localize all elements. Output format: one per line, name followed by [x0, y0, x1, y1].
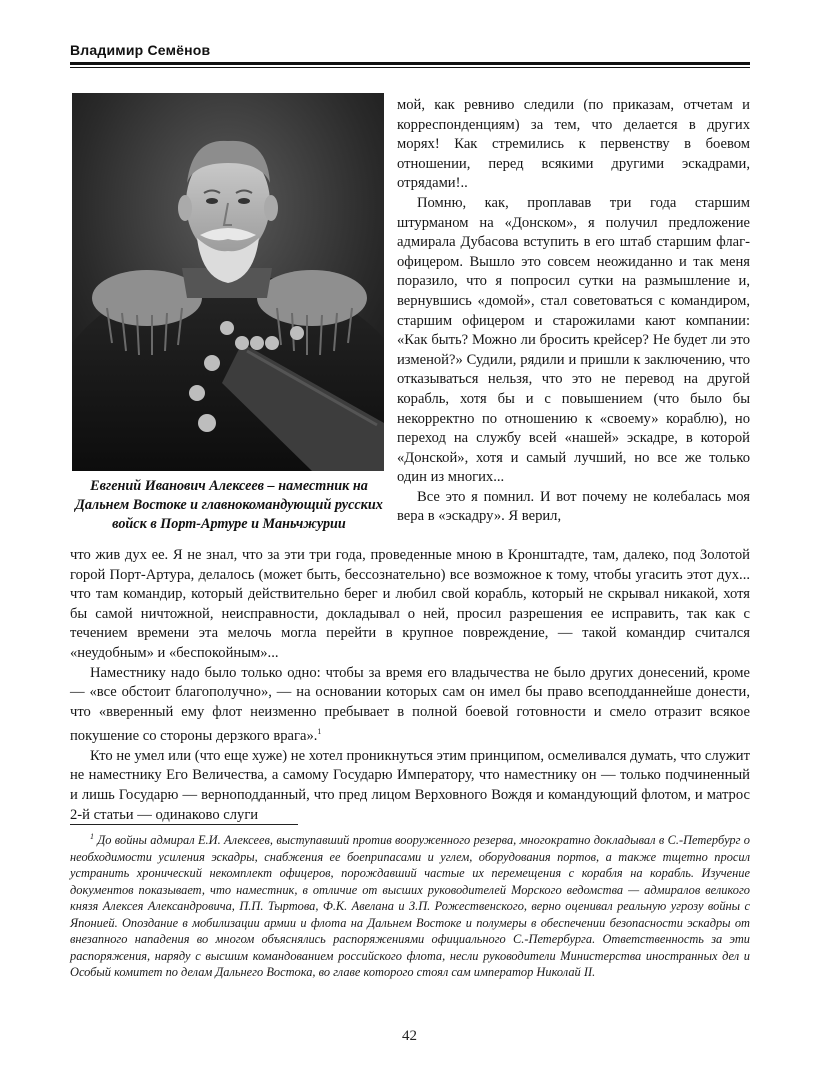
portrait-illustration	[72, 93, 384, 471]
paragraph: мой, как ревниво следили (по приказам, отчетам и корреспонденциям) за тем, что делается в других морях! Как стремились к первенству в боевом отношении, перед всякими другими эскадрами, отрядами!..	[397, 97, 750, 192]
footnote-text: До войны адмирал Е.И. Алексеев, выступавший против вооруженного резерва, многократно докладывал в С.-Петербург о необходимости усиления эскадры, снабжения ее боеприпасами и углем, оборудования портов, а также тщетно просил устранить хронический некомплект офицеров, порождавший частые их перемещения с корабля на корабль. Изучение документов показывает, что наместник, в отличие от высших руководителей Морского ведомства — адмиралов великого князя Алексея Александровича, П.П. Тыртова, Ф.К. Авелана и З.П. Рожественского, верно оценивал реальную угрозу войны с Японией. Опоздание в мобилизации армии и флота на Дальнем Востоке и полумеры в обеспечении безопасности эскадры от внезапного нападения во многом объяснялись распоряжениями официального С.-Петербурга. Ответственность за эти распоряжения, наряду с высшим командованием российского флота, несли руководители Министерства иностранных дел и Особый комитет по делам Дальнего Востока, во главе которого стоял сам император Николай II.	[70, 833, 750, 980]
portrait-photo	[72, 93, 384, 471]
header-rule-thick	[70, 62, 750, 65]
full-width-text	[70, 546, 750, 825]
paragraph	[70, 664, 750, 747]
footnote-marker: 1	[90, 832, 94, 841]
header-rule-thin	[70, 67, 750, 68]
footnote-rule	[70, 824, 298, 825]
paragraph: Кто не умел или (что еще хуже) не хотел проникнуться этим принципом, осмеливался думать, что служит не наместнику Его Величества, а самому Государю Императору, что наместнику он — только подчиненный и лишь Государю — верноподданный, что пред лицом Верховного Вождя и командующий флотом, и матрос 2-й статьи — одинаково слуги	[70, 747, 750, 823]
footnote-reference[interactable]: 1	[317, 727, 322, 737]
paragraph: Все это я помнил. И вот почему не колебалась моя вера в «эскадру». Я верил,	[397, 488, 750, 525]
figure-caption: Евгений Иванович Алексеев – наместник на Дальнем Востоке и главнокомандующий русских войск в Порт-Артуре и Маньчжурии	[75, 478, 383, 532]
paragraph-text: Наместнику надо было только одно: чтобы за время его владычества не было других донесений, кроме — «все обстоит благополучно», — на основании которых сам он имел бы право всеподданнейше донести, что «вверенный ему флот неизменно пребывает в полной боевой готовности и смело отразит всякое покушение со стороны дерзкого врага».	[70, 664, 750, 745]
running-header-author: Владимир Семёнов	[70, 42, 211, 58]
footnote	[70, 829, 750, 981]
right-column-text	[397, 96, 750, 527]
paragraph: Помню, как, проплавав три года старшим штурманом на «Донском», я получил предложение адмирала Дубасова вступить в его штаб старшим флаг-офицером. Вышло это совсем неожиданно и так меня поразило, что я попросил сутки на размышление и, вернувшись «домой», стал советоваться с командиром, старшим офицером и старожилами кают компании: «Как быть? Можно ли бросить крейсер? Не будет ли это изменой?» Судили, рядили и пришли к заключению, что отказываться нельзя, что это не перевод на другой корабль, хотя бы и с повышением (что было бы некорректно по отношению к «своему» кораблю), но переход на службу всей «нашей» эскадре, в которой «Донской», хотя и самый лучший, но все же только один из многих...	[397, 194, 750, 486]
paragraph: что жив дух ее. Я не знал, что за эти три года, проведенные мною в Кронштадте, там, далеко, под Золотой горой Порт-Артура, делалось (может быть, бессознательно) все возможное к тому, чтобы угасить этот дух... что там командир, который действительно берег и любил свой корабль, который не скрывал никакой, хотя бы самой ничтожной, неисправности, докладывал о ней, просил разрешения ее исправить, так как с течением времени эта мелочь могла перейти в крупное повреждение, — такой командир считался «неудобным» и «беспокойным»...	[70, 547, 750, 661]
page-number: 42	[402, 1028, 417, 1044]
